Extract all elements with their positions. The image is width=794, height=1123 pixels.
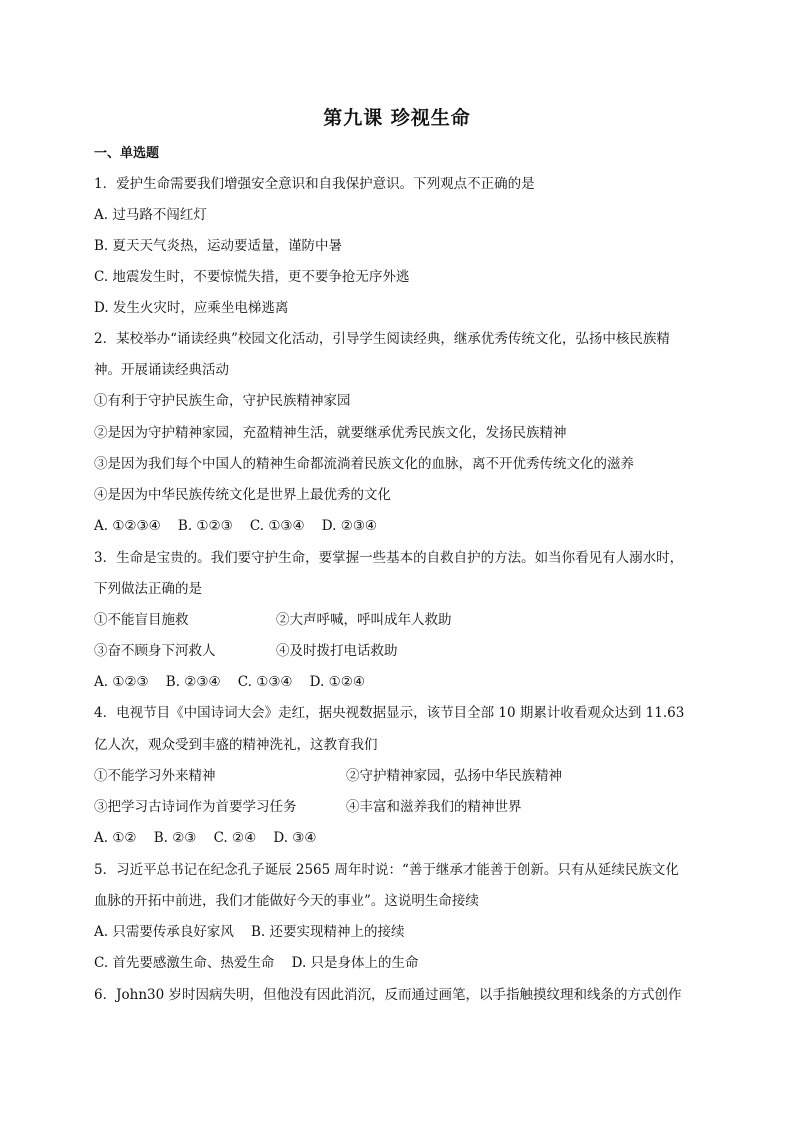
question-2-stem-continued: 神。开展诵读经典活动 [94,362,229,378]
question-2-stem: 2．某校举办“诵读经典”校园文化活动，引导学生阅读经典，继承优秀传统文化，弘扬中核民族精 [94,331,670,347]
section-heading: 一、单选题 [94,146,160,161]
question-2-item-2: ②是因为守护精神家园，充盈精神生活，就要继承优秀民族文化，发扬民族精神 [94,425,567,441]
question-5-options-ab: A. 只需要传承良好家风 B. 还要实现精神上的接续 [94,924,405,940]
question-5-stem: 5．习近平总书记在纪念孔子诞辰 2565 周年时说：“善于继承才能善于创新。只有从延续民族文化 [94,862,679,878]
question-2-item-4: ④是因为中华民族传统文化是世界上最优秀的文化 [94,487,391,503]
question-5-options-cd: C. 首先要感激生命、热爱生命 D. 只是身体上的生命 [94,955,419,971]
question-3-stem: 3．生命是宝贵的。我们要守护生命，要掌握一些基本的自救自护的方法。如当你看见有人溺水时， [94,550,684,566]
question-2-item-1: ①有利于守护民族生命，守护民族精神家园 [94,393,351,409]
question-6-stem: 6．John30 岁时因病失明，但他没有因此消沉，反而通过画笔，以手指触摸纹理和线条的方式创作 [94,987,682,1003]
question-3-item-3: ③奋不顾身下河救人 [94,643,216,659]
question-3-options: A. ①②③ B. ②③④ C. ①③④ D. ①②④ [94,674,365,690]
question-1-option-d: D. 发生火灾时，应乘坐电梯逃离 [94,300,289,316]
question-4-item-3: ③把学习古诗词作为首要学习任务 [94,799,297,815]
question-2-item-3: ③是因为我们每个中国人的精神生命都流淌着民族文化的血脉，离不开优秀传统文化的滋养 [94,456,634,472]
question-4-item-1: ①不能学习外来精神 [94,768,216,784]
question-3-item-1: ①不能盲目施救 [94,612,189,628]
question-1-option-a: A. 过马路不闯红灯 [94,207,207,223]
question-5-stem-continued: 血脉的开拓中前进，我们才能做好今天的事业”。这说明生命接续 [94,893,479,909]
question-3-item-2: ②大声呼喊，呼叫成年人救助 [276,612,452,628]
question-4-stem: 4．电视节目《中国诗词大会》走红，据央视数据显示，该节目全部 10 期累计收看观众达到 11.63 [94,705,685,721]
page-title: 第九课 珍视生命 [323,107,471,129]
question-1-option-c: C. 地震发生时，不要惊慌失措，更不要争抢无序外逃 [94,269,410,285]
question-4-stem-continued: 亿人次，观众受到丰盛的精神洗礼，这教育我们 [94,737,378,753]
question-4-item-4: ④丰富和滋养我们的精神世界 [346,799,522,815]
question-1-stem: 1．爱护生命需要我们增强安全意识和自我保护意识。下列观点不正确的是 [94,176,535,192]
question-2-options: A. ①②③④ B. ①②③ C. ①③④ D. ②③④ [94,518,378,534]
question-3-item-4: ④及时拨打电话救助 [276,643,398,659]
question-3-stem-continued: 下列做法正确的是 [94,581,202,597]
question-4-options: A. ①② B. ②③ C. ②④ D. ③④ [94,830,317,846]
question-4-item-2: ②守护精神家园，弘扬中华民族精神 [346,768,562,784]
question-1-option-b: B. 夏天天气炎热，运动要适量，谨防中暑 [94,238,343,254]
